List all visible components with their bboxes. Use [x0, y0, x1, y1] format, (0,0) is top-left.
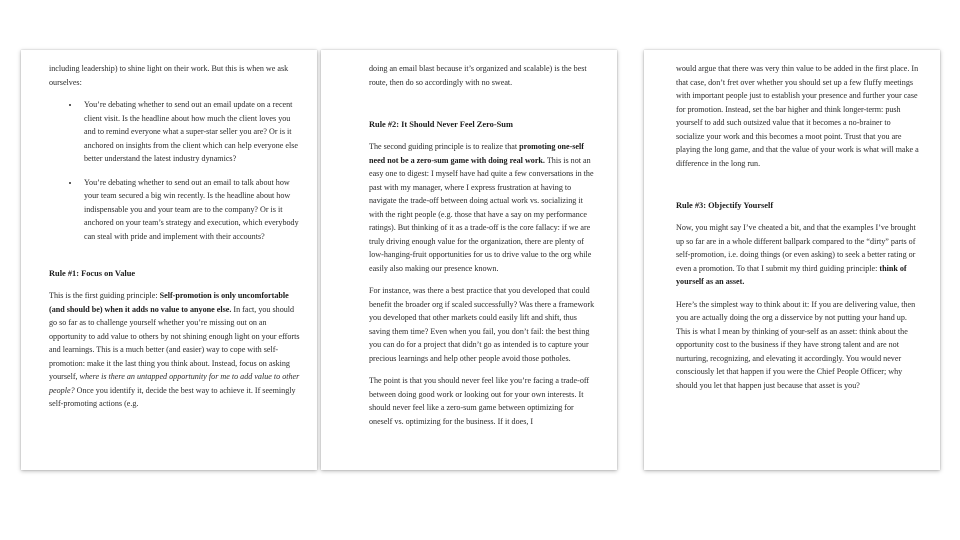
rule1-paragraph: This is the first guiding principle: Self-promotion is only uncomfortable (and should be) when it adds no value to anyone else. In fact, you should go so far as to challenge yourself whether you’re missing out on an opportunity to add value to others by not shining enough light on your efforts and learnings. This is a much better (and easier) way to cope with self-promotion: make it the last thing you think about. Instead, focus on asking yourself, where is there an untapped opportunity for me to add value to other people? Once you identify it, decide the best way to achieve it. If seemingly self-promoting actions (e.g.: [49, 291, 300, 408]
page-1: [21, 50, 317, 470]
page-2: [321, 50, 617, 470]
question-list: [49, 98, 301, 243]
rule3-emphasis: think of yourself as an asset.: [676, 263, 907, 286]
rule1-heading: Rule #1: Focus on Value: [49, 269, 136, 278]
rule2-emphasis: promoting one-self need not be a zero-sum game with doing real work.: [369, 142, 584, 165]
rule2-paragraph-2: For instance, was there a best practice that you developed that could benefit the broader org if scaled successfully? Was there a framework you developed that other markets could easily lift and shift, thus saving them time? Even when you fail, you don’t fail: the best thing you can do for a project that didn’t go as intended is to capture your precious learnings and help other people avoid those potholes.: [369, 286, 595, 363]
list-item: • You’re debating whether to send out an email to talk about how your team secured a big win recently. Is the headline about how indispensable you and your team are to the company? Or is it anchored on your team’s strategy and execution, which everybody can steal with pride and implement with their accounts?: [80, 176, 301, 244]
page-3: [644, 50, 940, 470]
rule1-italic-question: where is there an untapped opportunity for me to add value to other people?: [49, 372, 300, 395]
rule3-paragraph-1: Now, you might say I’ve cheated a bit, and that the examples I’ve brought up so far are in a whole different ballpark compared to the “dirty” parts of self-promotion, i.e. doing things (or even asking) to seek a better rating or even a promotion. To that I submit my third guiding principle: think of yourself as an asset.: [676, 223, 916, 286]
intro-paragraph: including leadership) to shine light on their work. But this is when we ask ourselves:: [49, 64, 289, 87]
rule2-paragraph-1: The second guiding principle is to realize that promoting one-self need not be a zero-sum game with doing real work. This is not an easy one to digest: I myself have had quite a few conversations in the past with my manager, where I express frustration at having to navigate the trade-off between doing actual work vs. socializing it with the right people (e.g. those that have a say on my performance ratings). But thinking of it as a trade-off is the core fallacy: if we are truly driving enough value for the organization, there are plenty of low-hanging-fruit opportunities for us to drive value to the org while easily also making our presence known.: [369, 142, 594, 273]
continued-paragraph: doing an email blast because it’s organized and scalable) is the best route, then do so accordingly with no sweat.: [369, 64, 587, 87]
rule1-emphasis: Self-promotion is only uncomfortable (and should be) when it adds no value to anyone else.: [49, 291, 289, 314]
rule2-heading: Rule #2: It Should Never Feel Zero-Sum: [369, 120, 513, 129]
rule3-paragraph-2: Here’s the simplest way to think about it: If you are delivering value, then you are actually doing the org a disservice by not putting your hand up. This is what I mean by thinking of your-self as an asset: think about the opportunity cost to the business if they have strong talent and are not nurturing, recognizing, and elevating it accordingly. You would never consciously let that happen if you were the Chief People Officer; why should you let that happen just because that asset is you?: [676, 299, 916, 390]
continued-paragraph: would argue that there was very thin value to be added in the first place. In that case, don’t fret over whether you should set up a few fluffy meetings with important people just to establish your presence and further your case for promotion. Instead, set the bar higher and think longer-term: push yourself to add such outsized value that it becomes a no-brainer to socialize your work and this becomes a moot point. Trust that you are playing the long game, and that the value of your work is what will make a difference in the long run.: [676, 64, 919, 168]
rule3-heading: Rule #3: Objectify Yourself: [676, 201, 774, 210]
list-item: • You’re debating whether to send out an email update on a recent client visit. Is the headline about how much the client loves you and to remind everyone what a super-star seller you are? Or is it anchored on insights from the client which can help everyone else better understand the latest industry dynamics?: [80, 98, 301, 166]
rule2-paragraph-3: The point is that you should never feel like you’re facing a trade-off between doing good work or looking out for your own interests. It should never feel like a zero-sum game between optimizing for oneself vs. optimizing for the business. If it does, I: [369, 376, 590, 426]
